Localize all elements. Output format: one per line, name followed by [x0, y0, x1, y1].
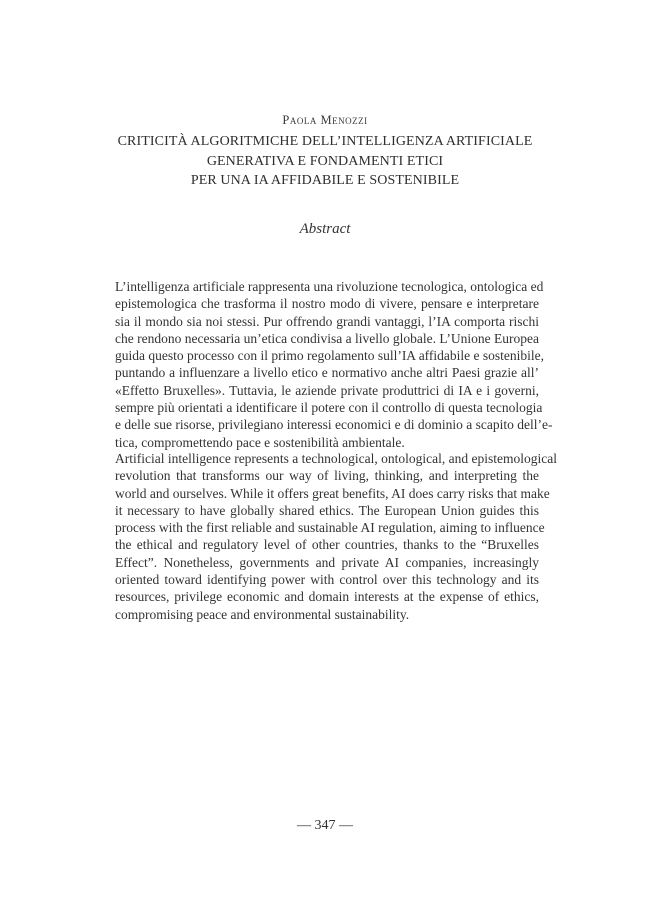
text-line: epistemologica che trasforma il nostro modo di vivere, pensare e interpretare: [115, 296, 539, 312]
text-line: it necessary to have globally shared ethics. The European Union guides this: [115, 502, 539, 518]
abstract-heading: Abstract: [299, 221, 351, 237]
text-line: guida questo processo con il primo regolamento sull’IA affidabile e sostenibile,: [115, 348, 545, 364]
text-line: «Effetto Bruxelles». Tuttavia, le aziende private produttrici di IA e i governi,: [115, 382, 539, 398]
text-line: process with the first reliable and sustainable AI regulation, aiming to influence: [115, 520, 545, 536]
text-line: the ethical and regulatory level of other countries, thanks to the “Bruxelles: [115, 537, 539, 553]
text-line: che rendono necessaria un’etica condivisa a livello globale. L’Unione Europea: [115, 330, 539, 346]
text-line: Effect”. Nonetheless, governments and private AI companies, increasingly: [115, 554, 539, 570]
text-line: L’intelligenza artificiale rappresenta una rivoluzione tecnologica, ontologica ed: [115, 279, 544, 294]
text-line: compromising peace and environmental sustainability.: [115, 606, 410, 622]
text-line: revolution that transforms our way of living, thinking, and interpreting the: [115, 468, 539, 484]
text-line: world and ourselves. While it offers great benefits, AI does carry risks that make: [115, 485, 550, 501]
abstract-italian: [115, 278, 553, 451]
text-line: oriented toward identifying power with control over this technology and its: [115, 572, 539, 588]
text-line: puntando a influenzare a livello etico e normativo anche altri Paesi grazie all’: [115, 365, 539, 381]
abstract-english: [115, 450, 557, 623]
paper-title: [90, 132, 560, 191]
text-line: sia il mondo sia noi stessi. Pur offrendo grandi vantaggi, l’IA comporta rischi: [115, 313, 539, 329]
author-name: Paola Menozzi: [282, 113, 368, 127]
text-line: resources, privilege economic and domain interests at the expense of ethics,: [115, 589, 539, 605]
text-line: e delle sue risorse, privilegiano interessi economici e di dominio a scapito dell’e-: [115, 417, 553, 433]
text-line: tica, compromettendo pace e sostenibilità ambientale.: [115, 434, 405, 450]
page-number: — 347 —: [297, 818, 353, 833]
title-line: GENERATIVA E FONDAMENTI ETICI: [206, 153, 444, 169]
text-line: sempre più orientati a identificare il potere con il controllo di questa tecnologia: [115, 400, 543, 416]
title-line: CRITICITÀ ALGORITMICHE DELL’INTELLIGENZA ARTIFICIALE: [117, 134, 533, 149]
title-line: PER UNA IA AFFIDABILE E SOSTENIBILE: [190, 173, 460, 188]
text-line: Artificial intelligence represents a technological, ontological, and epistemological: [115, 451, 557, 466]
